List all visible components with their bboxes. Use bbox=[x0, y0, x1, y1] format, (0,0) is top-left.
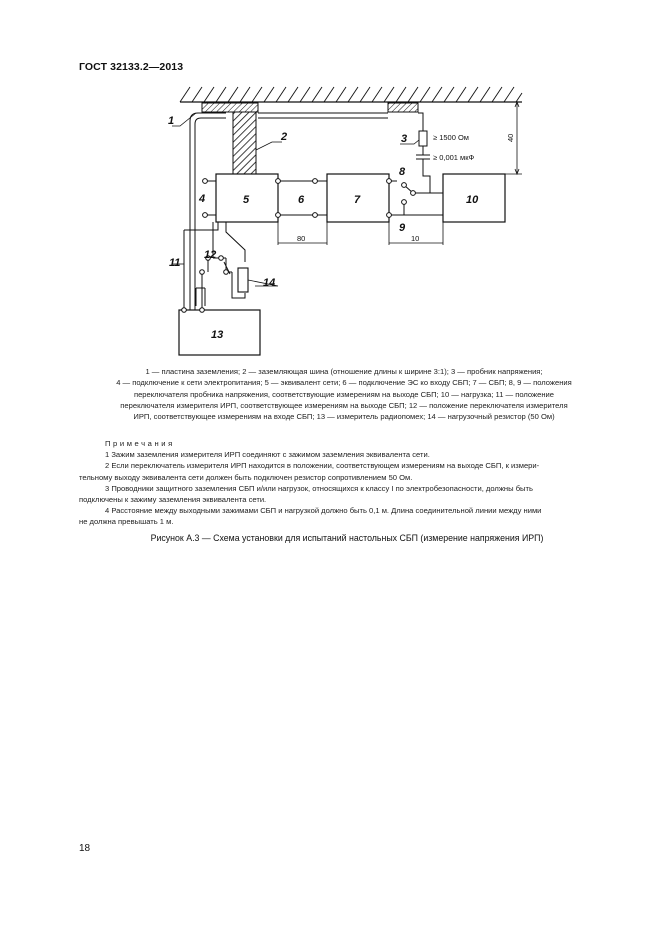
label-12: 12 bbox=[204, 249, 217, 261]
note-3-line-2: подключены к зажиму заземления эквивалента сети. bbox=[79, 495, 267, 505]
label-3: 3 bbox=[401, 133, 408, 145]
notes-section bbox=[79, 438, 615, 528]
capacitor-value-label: ≥ 0,001 мкФ bbox=[433, 153, 475, 162]
grounding-bus bbox=[233, 112, 256, 174]
ground-plane bbox=[180, 87, 522, 102]
grounding-plate-right bbox=[388, 103, 418, 112]
grounding-plate-left bbox=[202, 103, 258, 112]
label-2: 2 bbox=[281, 131, 288, 143]
label-5: 5 bbox=[243, 194, 250, 206]
legend-line: переключателя пробника напряжения, соответствующие измерениям на выходе СБП; 10 — нагрузка; 11 — положение bbox=[133, 389, 555, 399]
probe-resistor bbox=[419, 131, 427, 146]
note-3-line-1: 3 Проводники защитного заземления СБП и/или нагрузок, относящихся к классу I по электробезопасности, должны быть bbox=[105, 483, 533, 493]
dimension-80-label: 80 bbox=[297, 234, 306, 243]
label-6: 6 bbox=[298, 194, 305, 206]
label-11: 11 bbox=[169, 257, 181, 269]
label-10: 10 bbox=[466, 194, 479, 206]
label-8: 8 bbox=[399, 166, 406, 178]
resistor-value-label: ≥ 1500 Ом bbox=[433, 133, 469, 142]
label-13: 13 bbox=[211, 329, 224, 341]
document-header: ГОСТ 32133.2—2013 bbox=[79, 61, 184, 73]
note-2-line-1: 2 Если переключатель измерителя ИРП находится в положении, соответствующем измерениям на выходе СБП, к измери- bbox=[105, 461, 540, 471]
note-1: 1 Зажим заземления измерителя ИРП соединяют с зажимом заземления эквивалента сети. bbox=[105, 450, 430, 460]
note-4-line-2: не должна превышать 1 м. bbox=[79, 517, 174, 527]
label-1: 1 bbox=[168, 115, 175, 127]
meter-switch bbox=[184, 222, 245, 310]
label-14: 14 bbox=[263, 277, 276, 289]
dimension-40-label: 40 bbox=[506, 133, 515, 142]
test-setup-diagram bbox=[0, 0, 661, 360]
note-2-line-2: тельному выходу эквивалента сети должен быть подключен резистор сопротивлением 50 Ом. bbox=[79, 472, 413, 482]
dimension-10-label: 10 bbox=[411, 234, 420, 243]
label-7: 7 bbox=[354, 194, 361, 206]
figure-caption: Рисунок А.3 — Схема установки для испытаний настольных СБП (измерение напряжения ИРП) bbox=[150, 533, 544, 543]
legend-line: 4 — подключение к сети электропитания; 5 — эквивалент сети; 6 — подключение ЭС ко входу СБП; 7 — СБП; 8, 9 — положения bbox=[116, 378, 572, 388]
notes-title: Примечания bbox=[105, 439, 175, 448]
label-4: 4 bbox=[199, 193, 206, 205]
legend-line: переключателя измерителя ИРП, соответствующее измерениям на выходе СБП; 12 — положение переключателя измерителя bbox=[120, 400, 568, 410]
figure-legend bbox=[74, 366, 614, 422]
load-resistor-14 bbox=[238, 268, 248, 292]
page-number: 18 bbox=[79, 843, 91, 854]
legend-line: 1 — пластина заземления; 2 — заземляющая шина (отношение длины к ширине 3:1); 3 — пробник напряжения; bbox=[145, 367, 543, 376]
note-4-line-1: 4 Расстояние между выходными зажимами СБП и нагрузкой должно быть 0,1 м. Длина соединительной линии между ними bbox=[105, 506, 542, 516]
label-9: 9 bbox=[399, 222, 406, 234]
legend-line: ИРП, соответствующее измерениям на входе СБП; 13 — измеритель радиопомех; 14 — нагрузочный резистор (50 Ом) bbox=[133, 412, 555, 422]
